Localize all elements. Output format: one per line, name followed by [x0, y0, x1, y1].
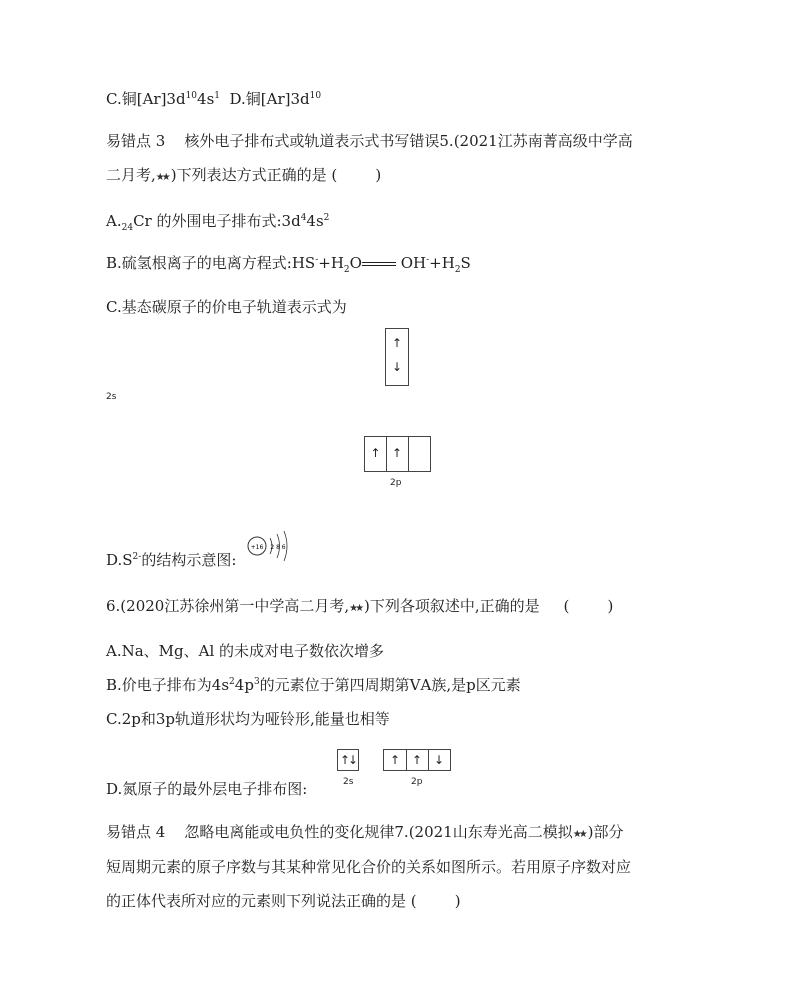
- option-text: 4s: [306, 212, 324, 230]
- subscript: 24: [121, 223, 134, 233]
- option-text: S: [460, 254, 471, 272]
- option-text: B.硫氢根离子的电离方程式:HS: [106, 254, 316, 272]
- spin-down-arrow-icon: ↓: [391, 360, 403, 374]
- q6-option-c: [106, 709, 390, 729]
- superscript: 10: [309, 91, 322, 101]
- question-5-start: 5.(2021江苏南菁高级中学高: [439, 132, 633, 150]
- option-text: 的结构示意图:: [141, 551, 237, 569]
- section-3-header: 易错点 3 核外电子排布式或轨道表示式书写错误: [106, 132, 440, 150]
- question-7-start: 7.(2021山东寿光高二模拟: [394, 823, 573, 841]
- question-6: [106, 596, 613, 619]
- option-text: B.价电子排布为4s: [106, 676, 230, 694]
- option-text: D.氮原子的最外层电子排布图:: [106, 780, 308, 798]
- spin-up-arrow-icon: ↑: [391, 446, 403, 460]
- q6-option-a: [106, 641, 384, 661]
- option-text: 4p: [234, 676, 254, 694]
- superscript: -: [315, 255, 319, 265]
- question-5-text: 二月考,: [106, 166, 156, 184]
- difficulty-stars-icon: ★★: [349, 603, 362, 614]
- q6-option-d: [106, 779, 307, 799]
- question-7-line-2: [106, 857, 631, 877]
- option-d-text: D.铜[Ar]3d: [220, 90, 310, 108]
- orbital-2p-box: [383, 749, 451, 771]
- question-5-text-end: )下列表达方式正确的是 ( ): [170, 166, 382, 184]
- shell-electrons: 2 8 6: [270, 544, 286, 551]
- section-4-header-line: [106, 822, 624, 845]
- q5-option-d: [106, 550, 236, 570]
- superscript: 10: [185, 91, 198, 101]
- option-text: A.Na、Mg、Al 的未成对电子数依次增多: [106, 642, 385, 660]
- superscript: 2-: [132, 552, 142, 562]
- q5-option-b: [106, 253, 471, 273]
- orbital-2s-box: [337, 749, 359, 771]
- subscript: 2: [454, 265, 461, 275]
- question-7-line-3: [106, 891, 461, 911]
- option-text: Cr 的外围电子排布式:3d: [133, 212, 301, 230]
- orbital-2s-box: [385, 328, 409, 386]
- question-7-text: 的正体代表所对应的元素则下列说法正确的是 ( ): [106, 892, 461, 910]
- question-7-start-end: )部分: [587, 823, 624, 841]
- question-6-text: 6.(2020江苏徐州第一中学高二月考,: [106, 597, 350, 615]
- q5-option-c: [106, 297, 347, 317]
- option-text: O: [349, 254, 362, 272]
- option-text: +H: [318, 254, 344, 272]
- option-text: C.2p和3p轨道形状均为哑铃形,能量也相等: [106, 710, 390, 728]
- section-3-header-line: [106, 131, 633, 151]
- section-4-header: 易错点 4 忽略电离能或电负性的变化规律: [106, 823, 395, 841]
- superscript: -: [426, 255, 430, 265]
- superscript: 2: [229, 677, 235, 687]
- orbital-divider: [408, 437, 409, 471]
- q5-option-a: [106, 211, 329, 231]
- sulfur-ion-structure-diagram: [246, 528, 296, 562]
- orbital-2p-label: 2p: [411, 777, 423, 787]
- superscript: 2: [323, 213, 330, 223]
- option-text: D.S: [106, 551, 133, 569]
- difficulty-stars-icon: ★★: [155, 172, 168, 183]
- question-5-continuation: [106, 165, 381, 188]
- orbital-2p-label: 2p: [390, 478, 402, 488]
- subscript: 2: [343, 265, 350, 275]
- spin-up-arrow-icon: ↑: [391, 336, 403, 350]
- spin-down-arrow-icon: ↓: [433, 753, 445, 767]
- superscript: 4: [300, 213, 307, 223]
- question-6-text-end: )下列各项叙述中,正确的是 ( ): [364, 597, 614, 615]
- superscript: 1: [214, 91, 221, 101]
- option-c-text: C.铜[Ar]3d: [106, 90, 186, 108]
- orbital-2s-label: 2s: [343, 777, 354, 787]
- spin-up-arrow-icon: ↑: [411, 753, 423, 767]
- option-c-text-mid: 4s: [197, 90, 215, 108]
- superscript: 3: [253, 677, 260, 687]
- option-text: OH: [395, 254, 427, 272]
- spin-up-arrow-icon: ↑: [370, 446, 381, 460]
- spin-pair-arrow-icon: ↑↓: [339, 753, 357, 767]
- spin-up-arrow-icon: ↑: [389, 753, 401, 767]
- orbital-2s-label: 2s: [106, 392, 117, 402]
- nucleus-charge: +16: [250, 544, 264, 551]
- option-label: A.: [106, 212, 122, 230]
- orbital-2p-box: [364, 436, 431, 472]
- question-7-text: 短周期元素的原子序数与其某种常见化合价的关系如图所示。若用原子序数对应: [106, 858, 632, 876]
- option-text: C.基态碳原子的价电子轨道表示式为: [106, 298, 347, 316]
- difficulty-stars-icon: ★★: [572, 829, 585, 840]
- equilibrium-arrow-icon: [362, 259, 396, 269]
- option-text: +H: [429, 254, 455, 272]
- option-c-d-copper: [106, 89, 321, 109]
- option-text: 的元素位于第四周期第ⅤA族,是p区元素: [259, 676, 521, 694]
- q6-option-b: [106, 675, 521, 695]
